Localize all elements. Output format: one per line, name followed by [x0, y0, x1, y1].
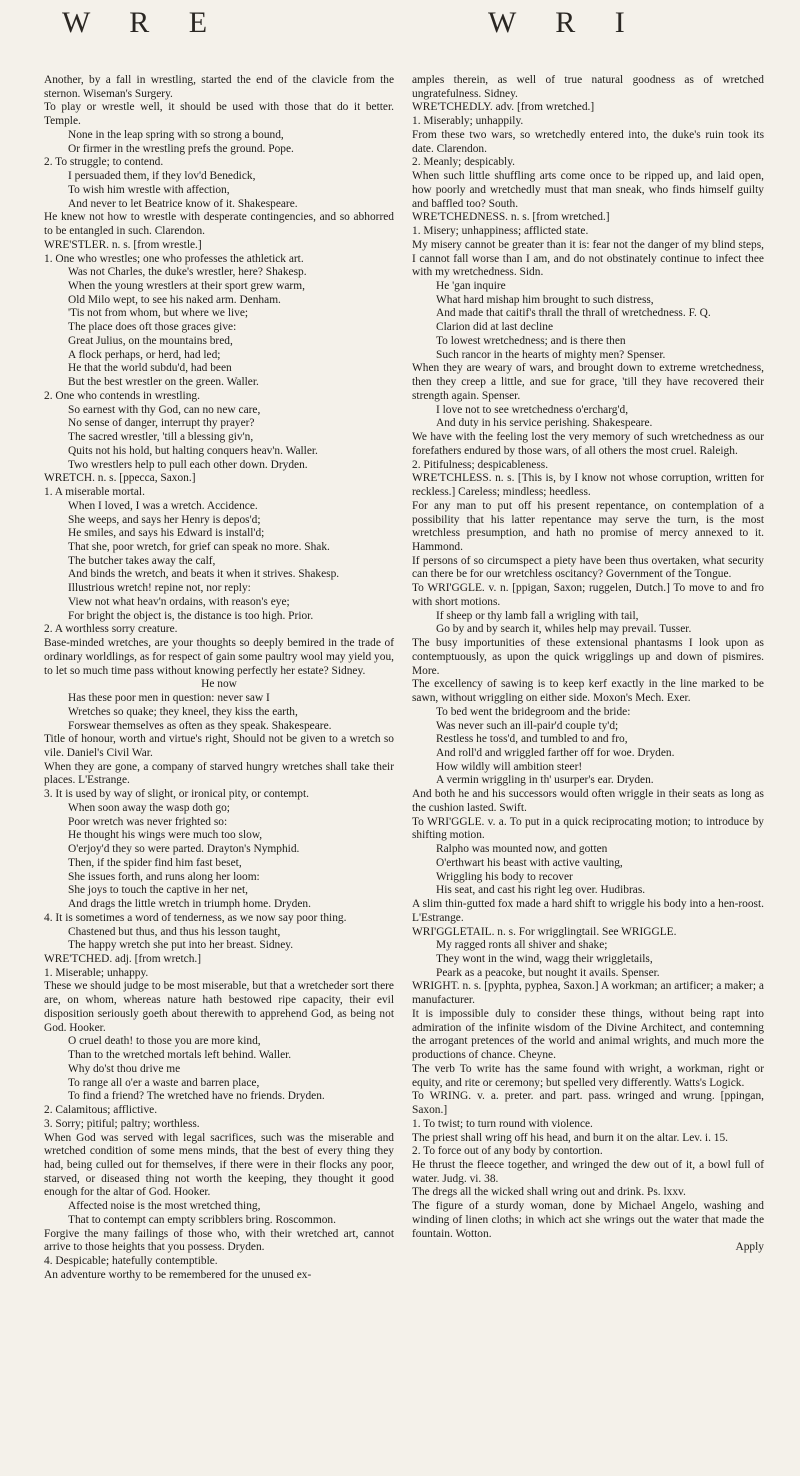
- entry-paragraph: amples therein, as well of true natural goodness as of wretched ungratefulness. Sidney.: [412, 74, 764, 100]
- entry-paragraph: To play or wrestle well, it should be used with those that do it better. Temple.: [44, 101, 394, 128]
- entry-paragraph: 1. A miserable mortal.: [44, 486, 145, 499]
- entry-paragraph: 2. Meanly; despicably.: [412, 156, 516, 169]
- right-guide-word: W R I: [488, 6, 641, 39]
- verse-line: Quits not his hold, but halting conquers heav'n. Waller.: [68, 444, 318, 457]
- entry-paragraph: It is impossible duly to consider these things, without being rapt into admiration of the infinite wisdom of the Divine Architect, and contemning the arrogant pretences of the world and animal wrights, and much more the productions of chance. Cheyne.: [412, 1007, 764, 1062]
- verse-line: Was not Charles, the duke's wrestler, here? Shakesp.: [68, 266, 307, 279]
- entry-paragraph: 1. Miserably; unhappily.: [412, 115, 524, 128]
- verse-line: His seat, and cast his right leg over. Hudibras.: [436, 884, 646, 897]
- entry-paragraph: 2. To force out of any body by contortion.: [412, 1145, 603, 1158]
- entry-paragraph: Another, by a fall in wrestling, started the end of the clavicle from the sternon. Wiseman's Surgery.: [44, 74, 394, 100]
- verse-line: A vermin wriggling in th' usurper's ear. Dryden.: [436, 774, 654, 787]
- verse-line: And binds the wretch, and beats it when it strives. Shakesp.: [68, 568, 340, 581]
- verse-line: The happy wretch she put into her breast. Sidney.: [68, 939, 294, 952]
- verse-line: Than to the wretched mortals left behind. Waller.: [68, 1049, 292, 1062]
- entry-paragraph: 2. A worthless sorry creature.: [44, 623, 178, 636]
- verse-line: I love not to see wretchedness o'ercharg'd,: [436, 403, 629, 416]
- entry-paragraph: 3. It is used by way of slight, or ironical pity, or contempt.: [44, 788, 309, 801]
- entry-paragraph: For any man to put off his present repentance, on contemplation of a possibility that his latter repentance may serve the turn, is the most wretchless presumption, and hath no promise of mercy annexed to it. Hammond.: [412, 499, 764, 553]
- entry-paragraph: The dregs all the wicked shall wring out and drink. Ps. lxxv.: [412, 1186, 686, 1199]
- entry-paragraph: 1. To twist; to turn round with violence.: [412, 1117, 593, 1130]
- verse-line: None in the leap spring with so strong a bound,: [68, 128, 284, 141]
- entry-paragraph: 2. Calamitous; afflictive.: [44, 1104, 158, 1117]
- verse-line: Clarion did at last decline: [436, 321, 554, 334]
- entry-paragraph: WRE'TCHEDLY. adv. [from wretched.]: [412, 101, 595, 114]
- verse-line: Such rancor in the hearts of mighty men? Spenser.: [436, 348, 666, 361]
- entry-paragraph: A slim thin-gutted fox made a hard shift to wriggle his body into a hen-roost. L'Estrange.: [412, 898, 764, 924]
- verse-line: That she, poor wretch, for grief can speak no more. Shak.: [68, 540, 330, 553]
- entry-paragraph: WRETCH. n. s. [ppecca, Saxon.]: [44, 472, 196, 485]
- entry-paragraph: Forgive the many failings of those who, with their wretched art, cannot arrive to those heights that you possess. Dryden.: [44, 1227, 394, 1254]
- entry-paragraph: When they are gone, a company of starved hungry wretches shall take their places. L'Estrange.: [44, 760, 394, 787]
- verse-line: View not what heav'n ordains, with reason's eye;: [68, 595, 290, 608]
- entry-paragraph: He knew not how to wrestle with desperate contingencies, and so abhorred to be entangled in such. Clarendon.: [44, 211, 394, 238]
- entry-paragraph: My misery cannot be greater than it is: fear not the danger of my blind steps, I cannot fall worse than I am, and do not obstinately continue to infect thee with my wretchedness. Sidn.: [412, 238, 764, 279]
- entry-paragraph: WRIGHT. n. s. [pyphta, pyphea, Saxon.] A workman; an artificer; a maker; a manufacturer.: [412, 980, 764, 1007]
- verse-line: She joys to touch the captive in her net,: [68, 884, 248, 897]
- verse-line: And duty in his service perishing. Shakespeare.: [436, 417, 653, 430]
- entry-paragraph: These we should judge to be most miserable, but that a wretcheder sort there are, on whom, whereas nature hath bestowed ripe capacity, their evil disposition seriously goeth about therewith to apprehend God, as being not God. Hooker.: [44, 980, 394, 1034]
- entry-paragraph: An adventure worthy to be remembered for the unused ex-: [44, 1268, 312, 1281]
- entry-paragraph: And both he and his successors would often wriggle in their seats as long as the cushion lasted. Swift.: [412, 788, 764, 814]
- verse-line: 'Tis not from whom, but where we live;: [68, 307, 249, 320]
- right-column: [412, 74, 764, 1255]
- entry-paragraph: WRE'STLER. n. s. [from wrestle.]: [44, 238, 202, 251]
- entry-paragraph: Title of honour, worth and virtue's right, Should not be given to a wretch so vile. Daniel's Civil War.: [44, 733, 394, 759]
- entry-paragraph: When such little shuffling arts come once to be ripped up, and laid open, how poorly and wretchedly must that man sneak, who finds himself guilty and baffled too? South.: [412, 170, 764, 210]
- entry-paragraph: The priest shall wring off his head, and burn it on the altar. Lev. i. 15.: [412, 1131, 729, 1144]
- entry-paragraph: The busy importunities of these extensional phantasms I look upon as contemptuously, as upon the quick wrigglings up and down of pismires. More.: [412, 637, 764, 677]
- verse-line: Was never such an ill-pair'd couple ty'd;: [436, 719, 619, 732]
- entry-paragraph: Base-minded wretches, are your thoughts so deeply bemired in the trade of ordinary worldlings, as for respect of gain some paultry wool may yield you, to let so much time pass without knowing perfectly her estate? Sidney.: [44, 637, 394, 677]
- verse-line: He smiles, and says his Edward is install'd;: [68, 527, 265, 540]
- entry-paragraph: From these two wars, so wretchedly entered into, the duke's ruin took its date. Clarendon.: [412, 128, 764, 155]
- verse-line: To find a friend? The wretched have no friends. Dryden.: [68, 1090, 325, 1103]
- verse-line: How wildly will ambition steer!: [436, 760, 583, 773]
- verse-line: That to contempt can empty scribblers bring. Roscommon.: [68, 1213, 336, 1226]
- verse-line: Affected noise is the most wretched thing,: [68, 1200, 261, 1213]
- verse-line: And never to let Beatrice know of it. Shakespeare.: [68, 197, 298, 210]
- entry-paragraph: He now: [201, 678, 237, 691]
- verse-line: Go by and by search it, whiles help may prevail. Tusser.: [436, 623, 692, 636]
- left-guide-word: W R E: [62, 6, 224, 39]
- verse-line: The place does oft those graces give:: [68, 321, 237, 334]
- verse-line: They wont in the wind, wagg their wriggletails,: [436, 953, 653, 965]
- verse-line: O cruel death! to those you are more kind,: [68, 1035, 261, 1048]
- entry-paragraph: To WRING. v. a. preter. and part. pass. wringed and wrung. [ppingan, Saxon.]: [412, 1090, 764, 1117]
- entry-paragraph: 2. One who contends in wrestling.: [44, 389, 200, 402]
- verse-line: To range all o'er a waste and barren place,: [68, 1076, 260, 1089]
- verse-line: Peark as a peacoke, but nought it avails. Spenser.: [436, 966, 660, 979]
- verse-line: Two wrestlers help to pull each other down. Dryden.: [68, 458, 308, 471]
- entry-paragraph: 2. To struggle; to contend.: [44, 156, 164, 169]
- entry-paragraph: WRI'GGLETAIL. n. s. For wrigglingtail. See WRIGGLE.: [412, 925, 677, 938]
- entry-paragraph: 1. Misery; unhappiness; afflicted state.: [412, 225, 589, 238]
- verse-line: He that the world subdu'd, had been: [68, 362, 232, 375]
- entry-paragraph: 4. Despicable; hatefully contemptible.: [44, 1255, 218, 1268]
- verse-line: The butcher takes away the calf,: [68, 554, 216, 567]
- verse-line: O'erthwart his beast with active vaulting,: [436, 856, 623, 869]
- verse-line: What hard mishap him brought to such distress,: [436, 293, 654, 306]
- verse-line: She weeps, and says her Henry is depos'd;: [68, 513, 261, 526]
- verse-line: If sheep or thy lamb fall a wrigling with tail,: [436, 609, 639, 622]
- entry-paragraph: 1. Miserable; unhappy.: [44, 966, 149, 979]
- verse-line: Illustrious wretch! repine not, nor reply:: [68, 582, 251, 595]
- verse-line: So earnest with thy God, can no new care,: [68, 403, 261, 416]
- verse-line: The sacred wrestler, 'till a blessing giv'n,: [68, 431, 254, 444]
- verse-line: My ragged ronts all shiver and shake;: [436, 939, 608, 952]
- verse-line: Chastened but thus, and thus his lesson taught,: [68, 925, 281, 938]
- entry-paragraph: WRE'TCHEDNESS. n. s. [from wretched.]: [412, 211, 610, 224]
- entry-paragraph: 1. One who wrestles; one who professes the athletick art.: [44, 252, 304, 265]
- entry-paragraph: 2. Pitifulness; despicableness.: [412, 458, 549, 471]
- entry-paragraph: WRE'TCHED. adj. [from wretch.]: [44, 953, 202, 965]
- verse-line: Has these poor men in question: never saw I: [68, 692, 270, 705]
- verse-line: When I loved, I was a wretch. Accidence.: [68, 499, 258, 512]
- verse-line: To bed went the bridegroom and the bride:: [436, 705, 631, 718]
- verse-line: I persuaded them, if they lov'd Benedick,: [68, 170, 256, 183]
- verse-line: For bright the object is, the distance is too high. Prior.: [68, 609, 314, 622]
- verse-line: She issues forth, and runs along her loom:: [68, 870, 260, 883]
- verse-line: A flock perhaps, or herd, had led;: [68, 348, 221, 361]
- verse-line: And drags the little wretch in triumph home. Dryden.: [68, 898, 311, 911]
- entry-paragraph: To WRI'GGLE. v. n. [ppigan, Saxon; ruggelen, Dutch.] To move to and fro with short motions.: [412, 582, 764, 608]
- verse-line: Wretches so quake; they kneel, they kiss the earth,: [68, 705, 298, 718]
- entry-paragraph: If persons of so circumspect a piety have been thus overtaken, what security can there be for our wretchless oscitancy? Government of the Tongue.: [412, 554, 764, 581]
- verse-line: And roll'd and wriggled farther off for woe. Dryden.: [436, 746, 675, 759]
- entry-paragraph: The excellency of sawing is to keep kerf exactly in the line marked to be sawn, without wriggling on either side. Moxon's Mech. Exer.: [412, 678, 764, 705]
- verse-line: Forswear themselves as often as they speak. Shakespeare.: [68, 719, 332, 732]
- verse-line: And made that caitif's thrall the thrall of wretchedness. F. Q.: [436, 307, 711, 320]
- verse-line: O'erjoy'd they so were parted. Drayton's Nymphid.: [68, 843, 300, 856]
- verse-line: Poor wretch was never frighted so:: [68, 815, 228, 828]
- verse-line: He 'gan inquire: [436, 280, 506, 293]
- entry-paragraph: We have with the feeling lost the very memory of such wretchedness as our forefathers endured by those wars, of all others the most cruel. Raleigh.: [412, 431, 764, 457]
- verse-line: Then, if the spider find him fast beset,: [68, 856, 242, 869]
- entry-paragraph: Apply: [735, 1241, 764, 1254]
- verse-line: When the young wrestlers at their sport grew warm,: [68, 280, 305, 293]
- entry-paragraph: WRE'TCHLESS. n. s. [This is, by I know not whose corruption, written for reckless.] Careless; mindless; heedless.: [412, 472, 764, 499]
- entry-paragraph: The figure of a sturdy woman, done by Michael Angelo, washing and winding of linen cloths; in which act she wrings out the water that made the fountain. Wotton.: [412, 1200, 764, 1240]
- entry-paragraph: 4. It is sometimes a word of tenderness, as we now say poor thing.: [44, 911, 347, 924]
- entry-paragraph: When they are weary of wars, and brought down to extreme wretchedness, then they creep a little, and sue for grace, 'till they have recovered their strength again. Spenser.: [412, 362, 764, 402]
- entry-paragraph: 3. Sorry; pitiful; paltry; worthless.: [44, 1117, 200, 1130]
- verse-line: Great Julius, on the mountains bred,: [68, 334, 233, 347]
- verse-line: But the best wrestler on the green. Waller.: [68, 376, 259, 389]
- entry-paragraph: The verb To write has the same found with wright, a workman, right or equity, and rite or ceremony; but spelled very differently. Watts's Logick.: [412, 1062, 764, 1089]
- verse-line: Ralpho was mounted now, and gotten: [436, 843, 608, 856]
- verse-line: To lowest wretchedness; and is there then: [436, 334, 626, 347]
- verse-line: Restless he toss'd, and tumbled to and fro,: [436, 733, 628, 746]
- entry-paragraph: When God was served with legal sacrifices, such was the miserable and wretched condition of some mens minds, that the best of every thing they had, being culled out for themselves, if there were in their flocks any poor, starved, or diseased thing not worth the keeping, they thought it good enough for the altar of God. Hooker.: [44, 1131, 394, 1199]
- left-column: [44, 74, 394, 1283]
- verse-line: Old Milo wept, to see his naked arm. Denham.: [68, 293, 281, 306]
- entry-paragraph: He thrust the fleece together, and wringed the dew out of it, a bowl full of water. Judg. vi. 38.: [412, 1159, 764, 1185]
- verse-line: When soon away the wasp doth go;: [68, 801, 230, 814]
- verse-line: Or firmer in the wrestling prefs the ground. Pope.: [68, 142, 294, 155]
- verse-line: Wriggling his body to recover: [436, 870, 573, 883]
- verse-line: No sense of danger, interrupt thy prayer?: [68, 417, 255, 430]
- verse-line: To wish him wrestle with affection,: [68, 183, 230, 196]
- entry-paragraph: To WRI'GGLE. v. a. To put in a quick reciprocating motion; to introduce by shifting motion.: [412, 815, 764, 842]
- verse-line: He thought his wings were much too slow,: [68, 829, 263, 842]
- verse-line: Why do'st thou drive me: [68, 1062, 181, 1075]
